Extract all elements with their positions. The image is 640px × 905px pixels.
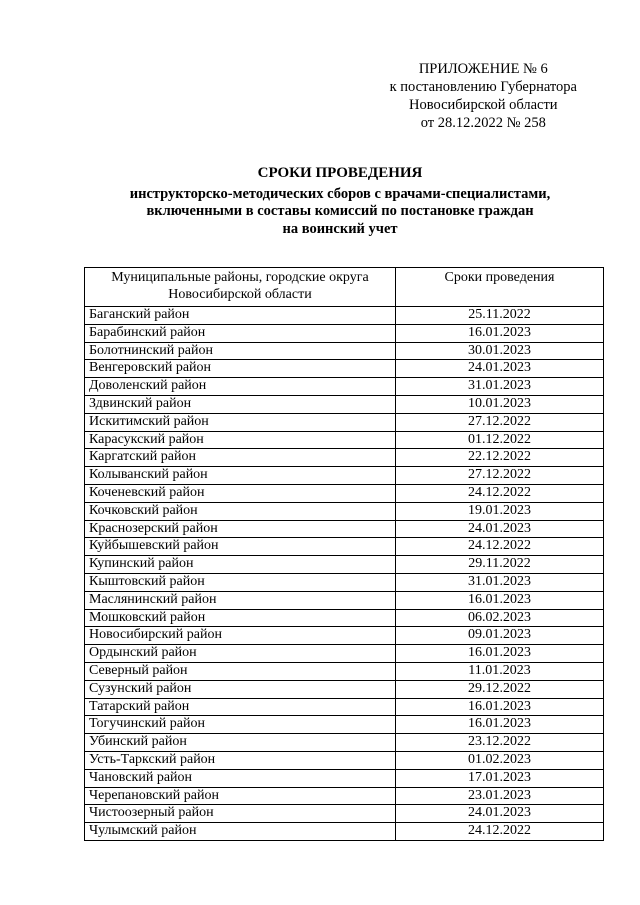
appendix-region: Новосибирской области: [409, 97, 558, 113]
date-cell: 23.12.2022: [396, 734, 604, 752]
document-title: [60, 165, 620, 238]
date-cell: 17.01.2023: [396, 769, 604, 787]
district-cell: Коченевский район: [85, 484, 396, 502]
appendix-number: ПРИЛОЖЕНИЕ № 6: [418, 61, 548, 77]
date-cell: 16.01.2023: [396, 645, 604, 663]
district-cell: Колыванский район: [85, 467, 396, 485]
table-row: [85, 538, 604, 556]
header-dates: Сроки проведения: [396, 268, 604, 307]
district-cell: Краснозерский район: [85, 520, 396, 538]
table-row: [85, 484, 604, 502]
district-cell: Мошковский район: [85, 609, 396, 627]
date-cell: 24.12.2022: [396, 538, 604, 556]
table-row: [85, 805, 604, 823]
district-cell: Кыштовский район: [85, 573, 396, 591]
date-cell: 16.01.2023: [396, 324, 604, 342]
table-row: [85, 787, 604, 805]
date-cell: 31.01.2023: [396, 573, 604, 591]
table-row: [85, 307, 604, 325]
district-cell: Карасукский район: [85, 431, 396, 449]
table-row: [85, 662, 604, 680]
date-cell: 19.01.2023: [396, 502, 604, 520]
district-cell: Чистоозерный район: [85, 805, 396, 823]
title-line-2: включенными в составы комиссий по постановке граждан: [146, 203, 534, 219]
table-row: [85, 467, 604, 485]
date-cell: 31.01.2023: [396, 378, 604, 396]
date-cell: 16.01.2023: [396, 698, 604, 716]
table-row: [85, 395, 604, 413]
district-cell: Чановский район: [85, 769, 396, 787]
district-cell: Новосибирский район: [85, 627, 396, 645]
date-cell: 01.12.2022: [396, 431, 604, 449]
district-cell: Искитимский район: [85, 413, 396, 431]
district-cell: Маслянинский район: [85, 591, 396, 609]
district-cell: Тогучинский район: [85, 716, 396, 734]
table-row: [85, 823, 604, 841]
date-cell: 27.12.2022: [396, 467, 604, 485]
title-main: СРОКИ ПРОВЕДЕНИЯ: [257, 165, 423, 181]
appendix-reference: к постановлению Губернатора: [389, 79, 577, 95]
date-cell: 24.01.2023: [396, 520, 604, 538]
date-cell: 06.02.2023: [396, 609, 604, 627]
district-cell: Болотнинский район: [85, 342, 396, 360]
date-cell: 29.11.2022: [396, 556, 604, 574]
date-cell: 24.01.2023: [396, 805, 604, 823]
appendix-header: [390, 60, 577, 132]
district-cell: Барабинский район: [85, 324, 396, 342]
date-cell: 24.12.2022: [396, 484, 604, 502]
header-district: Муниципальные районы, городские округа Новосибирской области: [85, 268, 396, 307]
table-row: [85, 609, 604, 627]
table-row: [85, 751, 604, 769]
district-cell: Купинский район: [85, 556, 396, 574]
district-cell: Баганский район: [85, 307, 396, 325]
date-cell: 30.01.2023: [396, 342, 604, 360]
date-cell: 16.01.2023: [396, 591, 604, 609]
date-cell: 23.01.2023: [396, 787, 604, 805]
date-cell: 10.01.2023: [396, 395, 604, 413]
table-row: [85, 342, 604, 360]
table-row: [85, 645, 604, 663]
district-cell: Куйбышевский район: [85, 538, 396, 556]
title-line-3: на воинский учет: [282, 220, 398, 237]
table-row: [85, 449, 604, 467]
date-cell: 16.01.2023: [396, 716, 604, 734]
date-cell: 25.11.2022: [396, 307, 604, 325]
table-row: [85, 556, 604, 574]
district-cell: Венгеровский район: [85, 360, 396, 378]
schedule-table: [84, 267, 604, 841]
district-cell: Черепановский район: [85, 787, 396, 805]
table-row: [85, 378, 604, 396]
table-row: [85, 431, 604, 449]
date-cell: 24.12.2022: [396, 823, 604, 841]
district-cell: Кочковский район: [85, 502, 396, 520]
table-row: [85, 627, 604, 645]
table-row: [85, 413, 604, 431]
table-row: [85, 698, 604, 716]
date-cell: 11.01.2023: [396, 662, 604, 680]
date-cell: 24.01.2023: [396, 360, 604, 378]
district-cell: Татарский район: [85, 698, 396, 716]
table-row: [85, 680, 604, 698]
table-row: [85, 573, 604, 591]
table-header-row: [85, 268, 604, 307]
table-row: [85, 591, 604, 609]
title-line-1: инструкторско-методических сборов с врачами-специалистами,: [129, 185, 551, 202]
table-row: [85, 520, 604, 538]
table-row: [85, 769, 604, 787]
district-cell: Доволенский район: [85, 378, 396, 396]
table-row: [85, 324, 604, 342]
district-cell: Убинский район: [85, 734, 396, 752]
date-cell: 27.12.2022: [396, 413, 604, 431]
appendix-date: от 28.12.2022 № 258: [420, 115, 546, 131]
date-cell: 22.12.2022: [396, 449, 604, 467]
district-cell: Чулымский район: [85, 823, 396, 841]
district-cell: Здвинский район: [85, 395, 396, 413]
table-row: [85, 360, 604, 378]
date-cell: 01.02.2023: [396, 751, 604, 769]
district-cell: Сузунский район: [85, 680, 396, 698]
district-cell: Усть-Таркский район: [85, 751, 396, 769]
table-row: [85, 734, 604, 752]
date-cell: 29.12.2022: [396, 680, 604, 698]
district-cell: Северный район: [85, 662, 396, 680]
date-cell: 09.01.2023: [396, 627, 604, 645]
district-cell: Ордынский район: [85, 645, 396, 663]
table-row: [85, 716, 604, 734]
table-body: [85, 307, 604, 841]
table-row: [85, 502, 604, 520]
district-cell: Каргатский район: [85, 449, 396, 467]
